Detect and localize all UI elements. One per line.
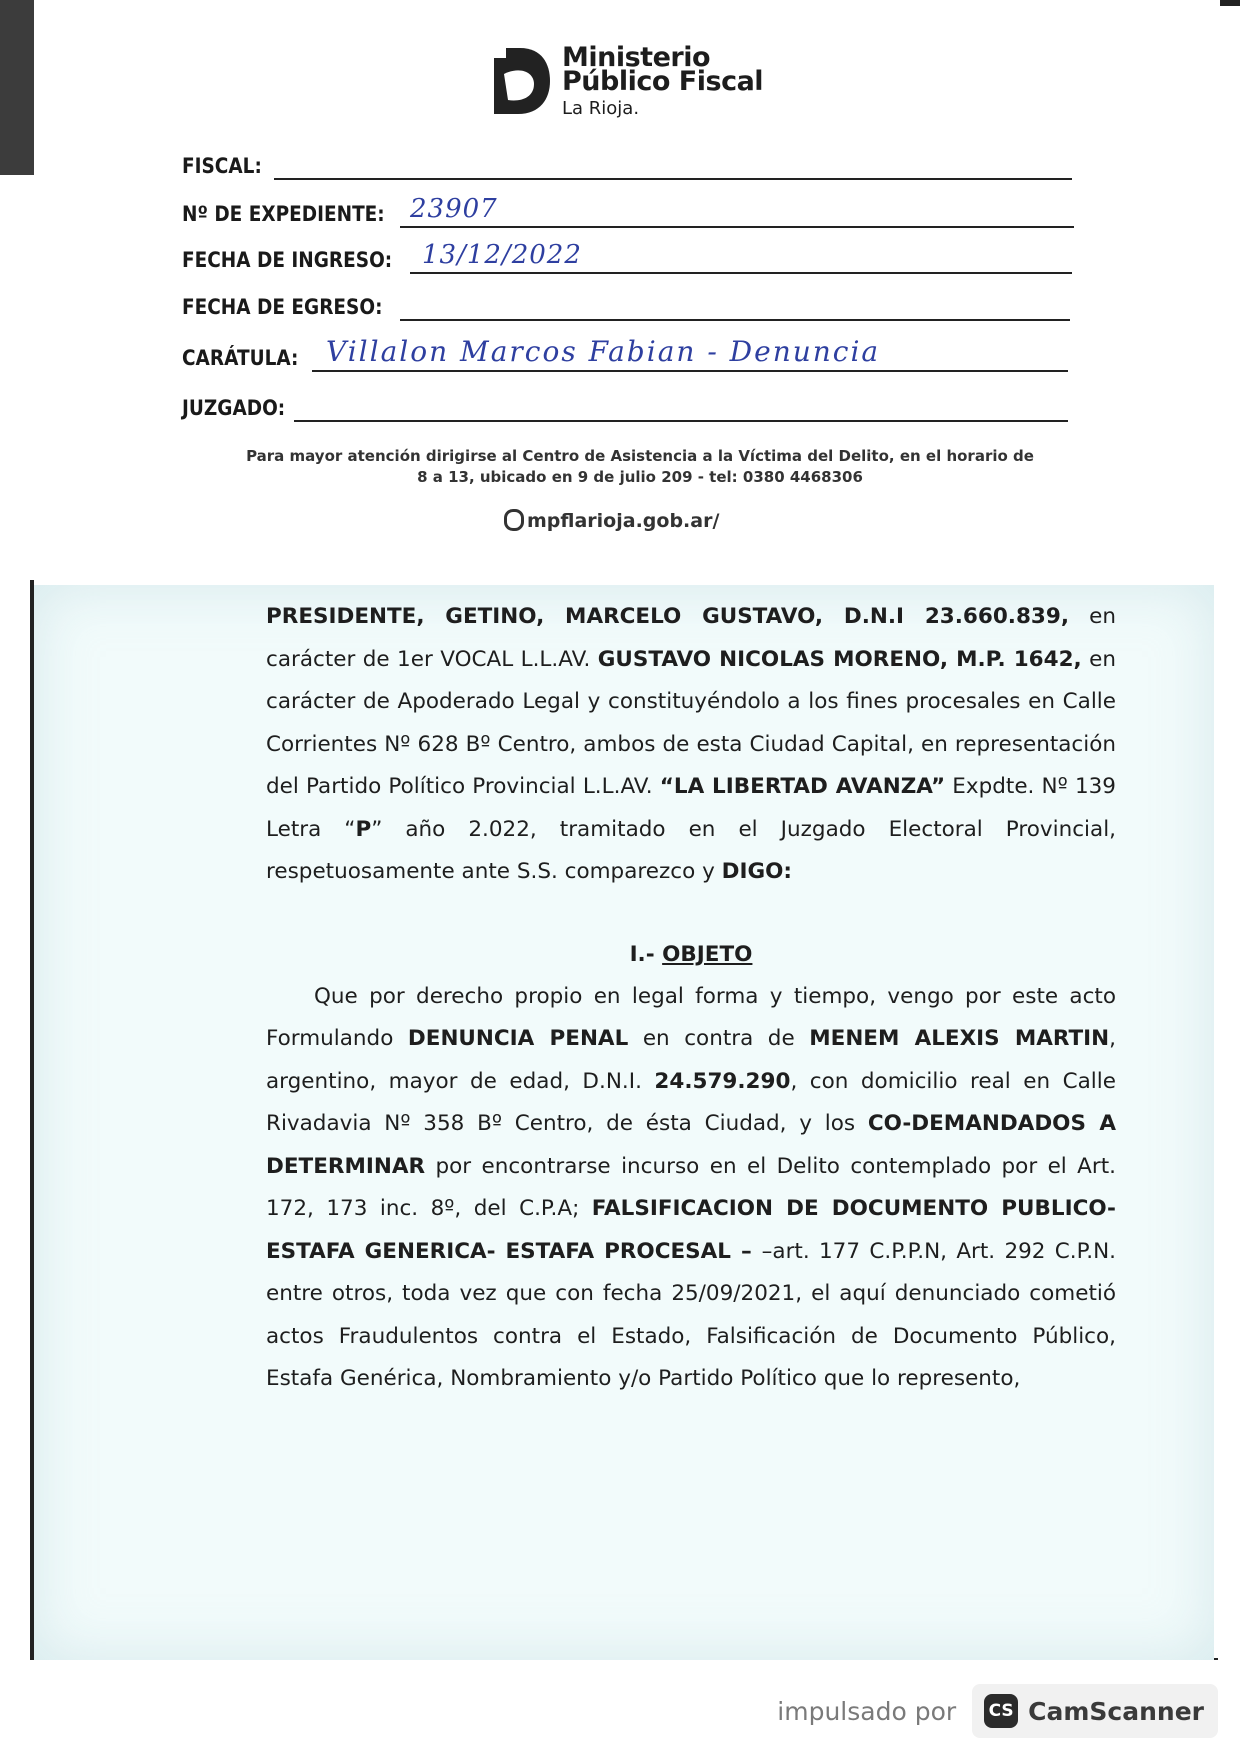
fiscal-field <box>182 142 1072 182</box>
objeto-text-5: por encontrarse incurso en el Delito contemplado por el Art. 172, 173 inc. 8º, del C.P.A; <box>266 1153 1116 1221</box>
intro-text-2: en carácter de Apoderado Legal y constituyéndolo a los fines procesales en Calle Corrientes Nº 628 Bº Centro, ambos de esta Ciudad Capital, en representación del Partido Político Provincial L.L.AV. <box>266 646 1116 799</box>
cover-sheet <box>34 0 1220 585</box>
objeto-paragraph <box>266 976 1116 1401</box>
objeto-bold-2: MENEM ALEXIS MARTIN <box>809 1026 1110 1051</box>
intro-bold-5: DIGO: <box>721 859 793 884</box>
intro-paragraph <box>266 596 1116 894</box>
expediente-field <box>182 190 1074 230</box>
egreso-field <box>182 283 1070 323</box>
website-url: mpflarioja.gob.ar/ <box>527 510 720 532</box>
intro-text-1: en carácter de 1er VOCAL L.L.AV. <box>266 604 1116 672</box>
juzgado-field <box>182 384 1068 424</box>
intro-text-3: Expdte. Nº 139 Letra “ <box>266 774 1116 842</box>
fiscal-label: FISCAL: <box>182 154 262 178</box>
objeto-text-1: Que por derecho propio en legal forma y tiempo, vengo por este acto Formulando <box>266 983 1116 1051</box>
caratula-field <box>182 334 1068 374</box>
expediente-line <box>400 226 1074 228</box>
powered-by-text: impulsado por <box>777 1696 957 1726</box>
heading-number: I.- <box>629 941 663 967</box>
intro-bold-4: P <box>355 816 372 842</box>
objeto-text-2: en contra de <box>628 1026 810 1051</box>
logo-line-2: Público Fiscal <box>562 66 764 97</box>
ingreso-field <box>182 236 1072 276</box>
intro-bold-1: PRESIDENTE, GETINO, MARCELO GUSTAVO, D.N.I 23.660.839, <box>266 604 1070 629</box>
website <box>504 510 719 533</box>
intro-text-4: ” año 2.022, tramitado en el Juzgado Electoral Provincial, respetuosamente ante S.S. comparezco y <box>266 816 1116 884</box>
objeto-text-3: , argentino, mayor de edad, D.N.I. <box>266 1026 1116 1094</box>
document-body <box>266 596 1116 1401</box>
assistance-notice <box>204 446 1076 488</box>
caratula-line <box>312 370 1068 372</box>
objeto-bold-1: DENUNCIA PENAL <box>407 1026 629 1051</box>
intro-bold-3: “LA LIBERTAD AVANZA” <box>659 774 946 799</box>
egreso-label: FECHA DE EGRESO: <box>182 295 383 319</box>
intro-bold-2: GUSTAVO NICOLAS MORENO, M.P. 1642, <box>597 646 1082 672</box>
caratula-value: Villalon Marcos Fabian - Denuncia <box>326 335 881 368</box>
objeto-text-4: , con domicilio real en Calle Rivadavia Nº 358 Bº Centro, de ésta Ciudad, y los <box>266 1068 1116 1136</box>
mpf-logo-icon <box>504 509 524 531</box>
caratula-label: CARÁTULA: <box>182 346 299 370</box>
section-heading <box>266 934 1116 977</box>
ingreso-line <box>410 272 1072 274</box>
objeto-bold-5: FALSIFICACION DE DOCUMENTO PUBLICO- ESTAFA GENERICA- ESTAFA PROCESAL – <box>266 1196 1116 1264</box>
expediente-value: 23907 <box>410 194 498 224</box>
ingreso-label: FECHA DE INGRESO: <box>182 248 393 272</box>
camscanner-name: CamScanner <box>1028 1696 1204 1726</box>
juzgado-label: JUZGADO: <box>182 396 286 420</box>
notice-line-1: Para mayor atención dirigirse al Centro de Asistencia a la Víctima del Delito, en el horario de <box>246 447 1034 465</box>
ingreso-value: 13/12/2022 <box>422 240 582 270</box>
logo-line-1: Ministerio <box>562 42 711 73</box>
fiscal-line <box>274 178 1072 180</box>
logo-mark-icon <box>490 44 552 118</box>
heading-title: OBJETO <box>662 941 753 967</box>
camscanner-icon: CS <box>984 1694 1018 1728</box>
objeto-text-6: –art. 177 C.P.P.N, Art. 292 C.P.N. entre otros, toda vez que con fecha 25/09/2021, el aquí denunciado cometió actos Fraudulentos contra el Estado, Falsificación de Documento Público, Estafa Genérica, Nombramiento y/o Partido Político que lo represento, <box>266 1238 1116 1391</box>
ministerio-logo <box>490 42 820 122</box>
juzgado-line <box>294 420 1068 422</box>
camscanner-footer <box>777 1683 1218 1739</box>
expediente-label: Nº DE EXPEDIENTE: <box>182 202 385 226</box>
logo-line-3: La Rioja. <box>562 98 640 119</box>
objeto-bold-4: CO-DEMANDADOS A DETERMINAR <box>266 1111 1116 1179</box>
camscanner-badge <box>972 1684 1218 1738</box>
objeto-bold-3: 24.579.290 <box>654 1068 791 1094</box>
egreso-line <box>400 319 1070 321</box>
notice-line-2: 8 a 13, ubicado en 9 de julio 209 - tel: 0380 4468306 <box>417 468 863 486</box>
